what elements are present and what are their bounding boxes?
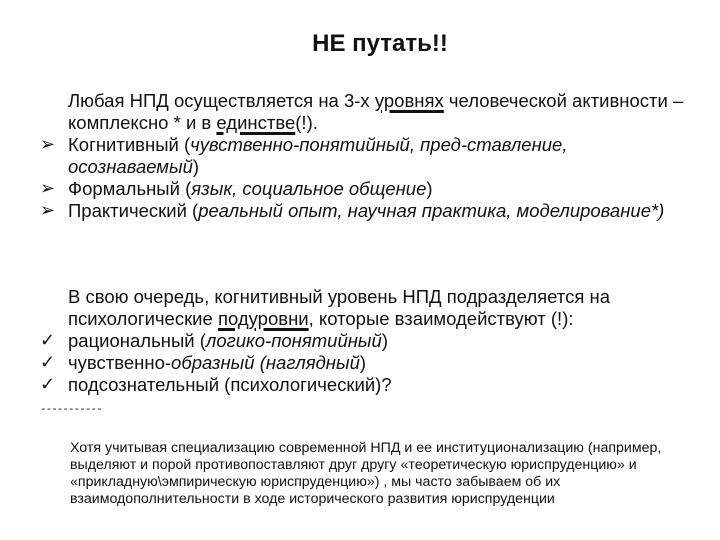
arrowhead-bullet-icon: ➢ (40, 134, 56, 155)
footnote-separator: ----------- (40, 404, 102, 416)
list-item: ✓ чувственно-образный (наглядный) (40, 352, 367, 373)
arrowhead-bullet-icon: ➢ (40, 200, 56, 221)
list-item: ✓ подсознательный (психологический)? (40, 374, 392, 395)
underlined-sublevels: подуровни (217, 308, 309, 329)
footnote: Хотя учитывая специализацию современной НПД и ее институционализацию (например, выделяют и порой противопоставляют друг другу «теоретическую юриспруденцию» и «прикладную\эмпирическую юриспруденцию») , мы часто забываем об их взаимодополнительности в ходе исторического развития юриспруденции (70, 440, 662, 507)
checkmark-bullet-icon: ✓ (40, 374, 56, 395)
checkmark-bullet-icon: ✓ (40, 330, 56, 351)
sublevels-section (40, 286, 688, 396)
list-item: ✓ рациональный (логико-понятийный) (40, 330, 388, 351)
list-item: ➢ Практический (реальный опыт, научная практика, моделирование*) (40, 200, 665, 221)
arrowhead-bullet-icon: ➢ (40, 178, 56, 199)
list-item: ➢ Формальный (язык, социальное общение) (40, 178, 433, 199)
underlined-levels: уровнях (374, 90, 444, 111)
levels-section (40, 90, 688, 222)
checkmark-bullet-icon: ✓ (40, 352, 56, 373)
page-title: НЕ путать!! (312, 30, 448, 57)
sublevels-intro: В свою очередь, когнитивный уровень НПД подразделяется на психологические подуровни, которые взаимодействуют (!): (68, 286, 610, 329)
list-item: ➢ Когнитивный (чувственно-понятийный, пред-ставление, осознаваемый) (40, 134, 568, 177)
levels-intro: Любая НПД осуществляется на 3-х уровнях человеческой активности – комплексно * и в единстве(!). (68, 90, 684, 133)
underlined-unity: единстве (216, 112, 296, 133)
